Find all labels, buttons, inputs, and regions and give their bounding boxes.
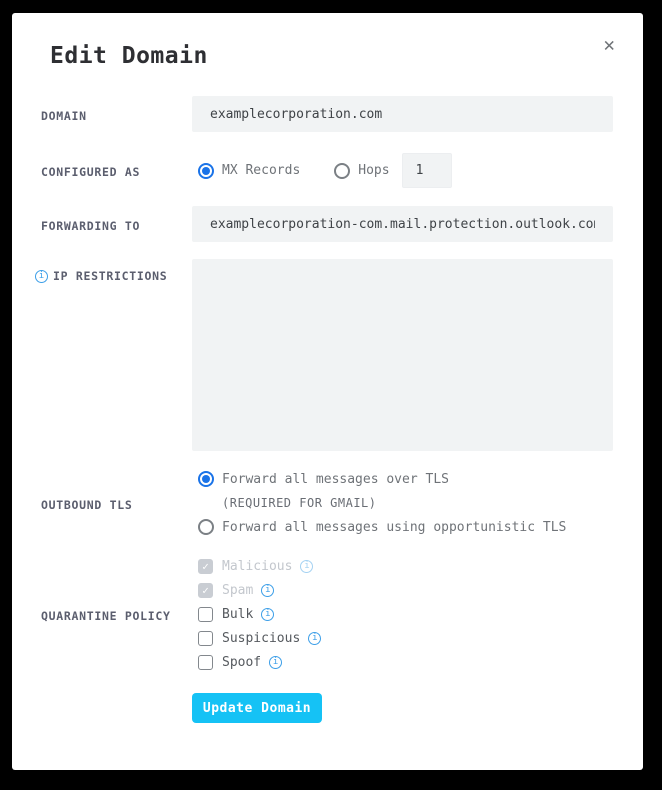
tls-opportunistic-radio[interactable] [198, 519, 214, 535]
quarantine-item-malicious [192, 554, 613, 578]
domain-label: DOMAIN [41, 108, 87, 123]
forwarding-to-row [12, 206, 643, 242]
update-domain-button[interactable]: Update Domain [192, 693, 322, 723]
quarantine-item-spam [192, 578, 613, 602]
malicious-checkbox [198, 559, 213, 574]
quarantine-item-bulk [192, 602, 613, 626]
outbound-tls-label: OUTBOUND TLS [41, 497, 133, 512]
edit-domain-form [12, 96, 643, 723]
modal-header [12, 13, 643, 69]
spoof-info-icon[interactable] [269, 656, 282, 669]
edit-domain-modal [12, 13, 643, 770]
ip-restrictions-label: IP RESTRICTIONS [53, 269, 168, 283]
spoof-checkbox-label[interactable]: Spoof [222, 654, 262, 670]
quarantine-item-spoof [192, 650, 613, 674]
hops-radio[interactable] [334, 163, 350, 179]
tls-option-strict [192, 467, 613, 491]
malicious-checkbox-label: Malicious [222, 558, 293, 574]
configured-as-row [12, 153, 643, 188]
hops-count-input[interactable] [402, 153, 452, 188]
tls-strict-radio-label[interactable]: Forward all messages over TLS [222, 471, 449, 487]
domain-row [12, 96, 643, 132]
outbound-tls-row [12, 467, 643, 539]
close-icon[interactable]: ✕ [603, 34, 615, 56]
modal-title: Edit Domain [50, 43, 208, 69]
spam-checkbox-label: Spam [222, 582, 254, 598]
spam-checkbox [198, 583, 213, 598]
tls-option-opportunistic [192, 515, 613, 539]
tls-opportunistic-radio-label[interactable]: Forward all messages using opportunistic TLS [222, 519, 567, 535]
suspicious-info-icon[interactable] [308, 632, 321, 645]
bulk-checkbox-label[interactable]: Bulk [222, 606, 254, 622]
bulk-checkbox[interactable] [198, 607, 213, 622]
submit-row [12, 693, 643, 723]
hops-radio-label[interactable]: Hops [358, 163, 390, 178]
bulk-info-icon[interactable] [261, 608, 274, 621]
suspicious-checkbox[interactable] [198, 631, 213, 646]
tls-strict-note-line [192, 491, 613, 515]
ip-restrictions-row [12, 259, 643, 451]
mx-records-radio-label[interactable]: MX Records [222, 163, 301, 178]
tls-strict-radio[interactable] [198, 471, 214, 487]
forwarding-to-label: FORWARDING TO [41, 218, 141, 233]
forwarding-to-input[interactable] [192, 206, 613, 242]
ip-restrictions-info-icon[interactable] [35, 270, 48, 283]
quarantine-item-suspicious [192, 626, 613, 650]
quarantine-policy-label: QUARANTINE POLICY [41, 608, 171, 623]
ip-restrictions-textarea[interactable] [192, 259, 613, 451]
tls-strict-note: (REQUIRED FOR GMAIL) [222, 496, 377, 510]
configured-as-label: CONFIGURED AS [41, 165, 141, 179]
domain-input[interactable] [192, 96, 613, 132]
suspicious-checkbox-label[interactable]: Suspicious [222, 630, 301, 646]
malicious-info-icon[interactable] [300, 560, 313, 573]
quarantine-policy-row [12, 554, 643, 674]
mx-records-radio[interactable] [198, 163, 214, 179]
spam-info-icon[interactable] [261, 584, 274, 597]
spoof-checkbox[interactable] [198, 655, 213, 670]
